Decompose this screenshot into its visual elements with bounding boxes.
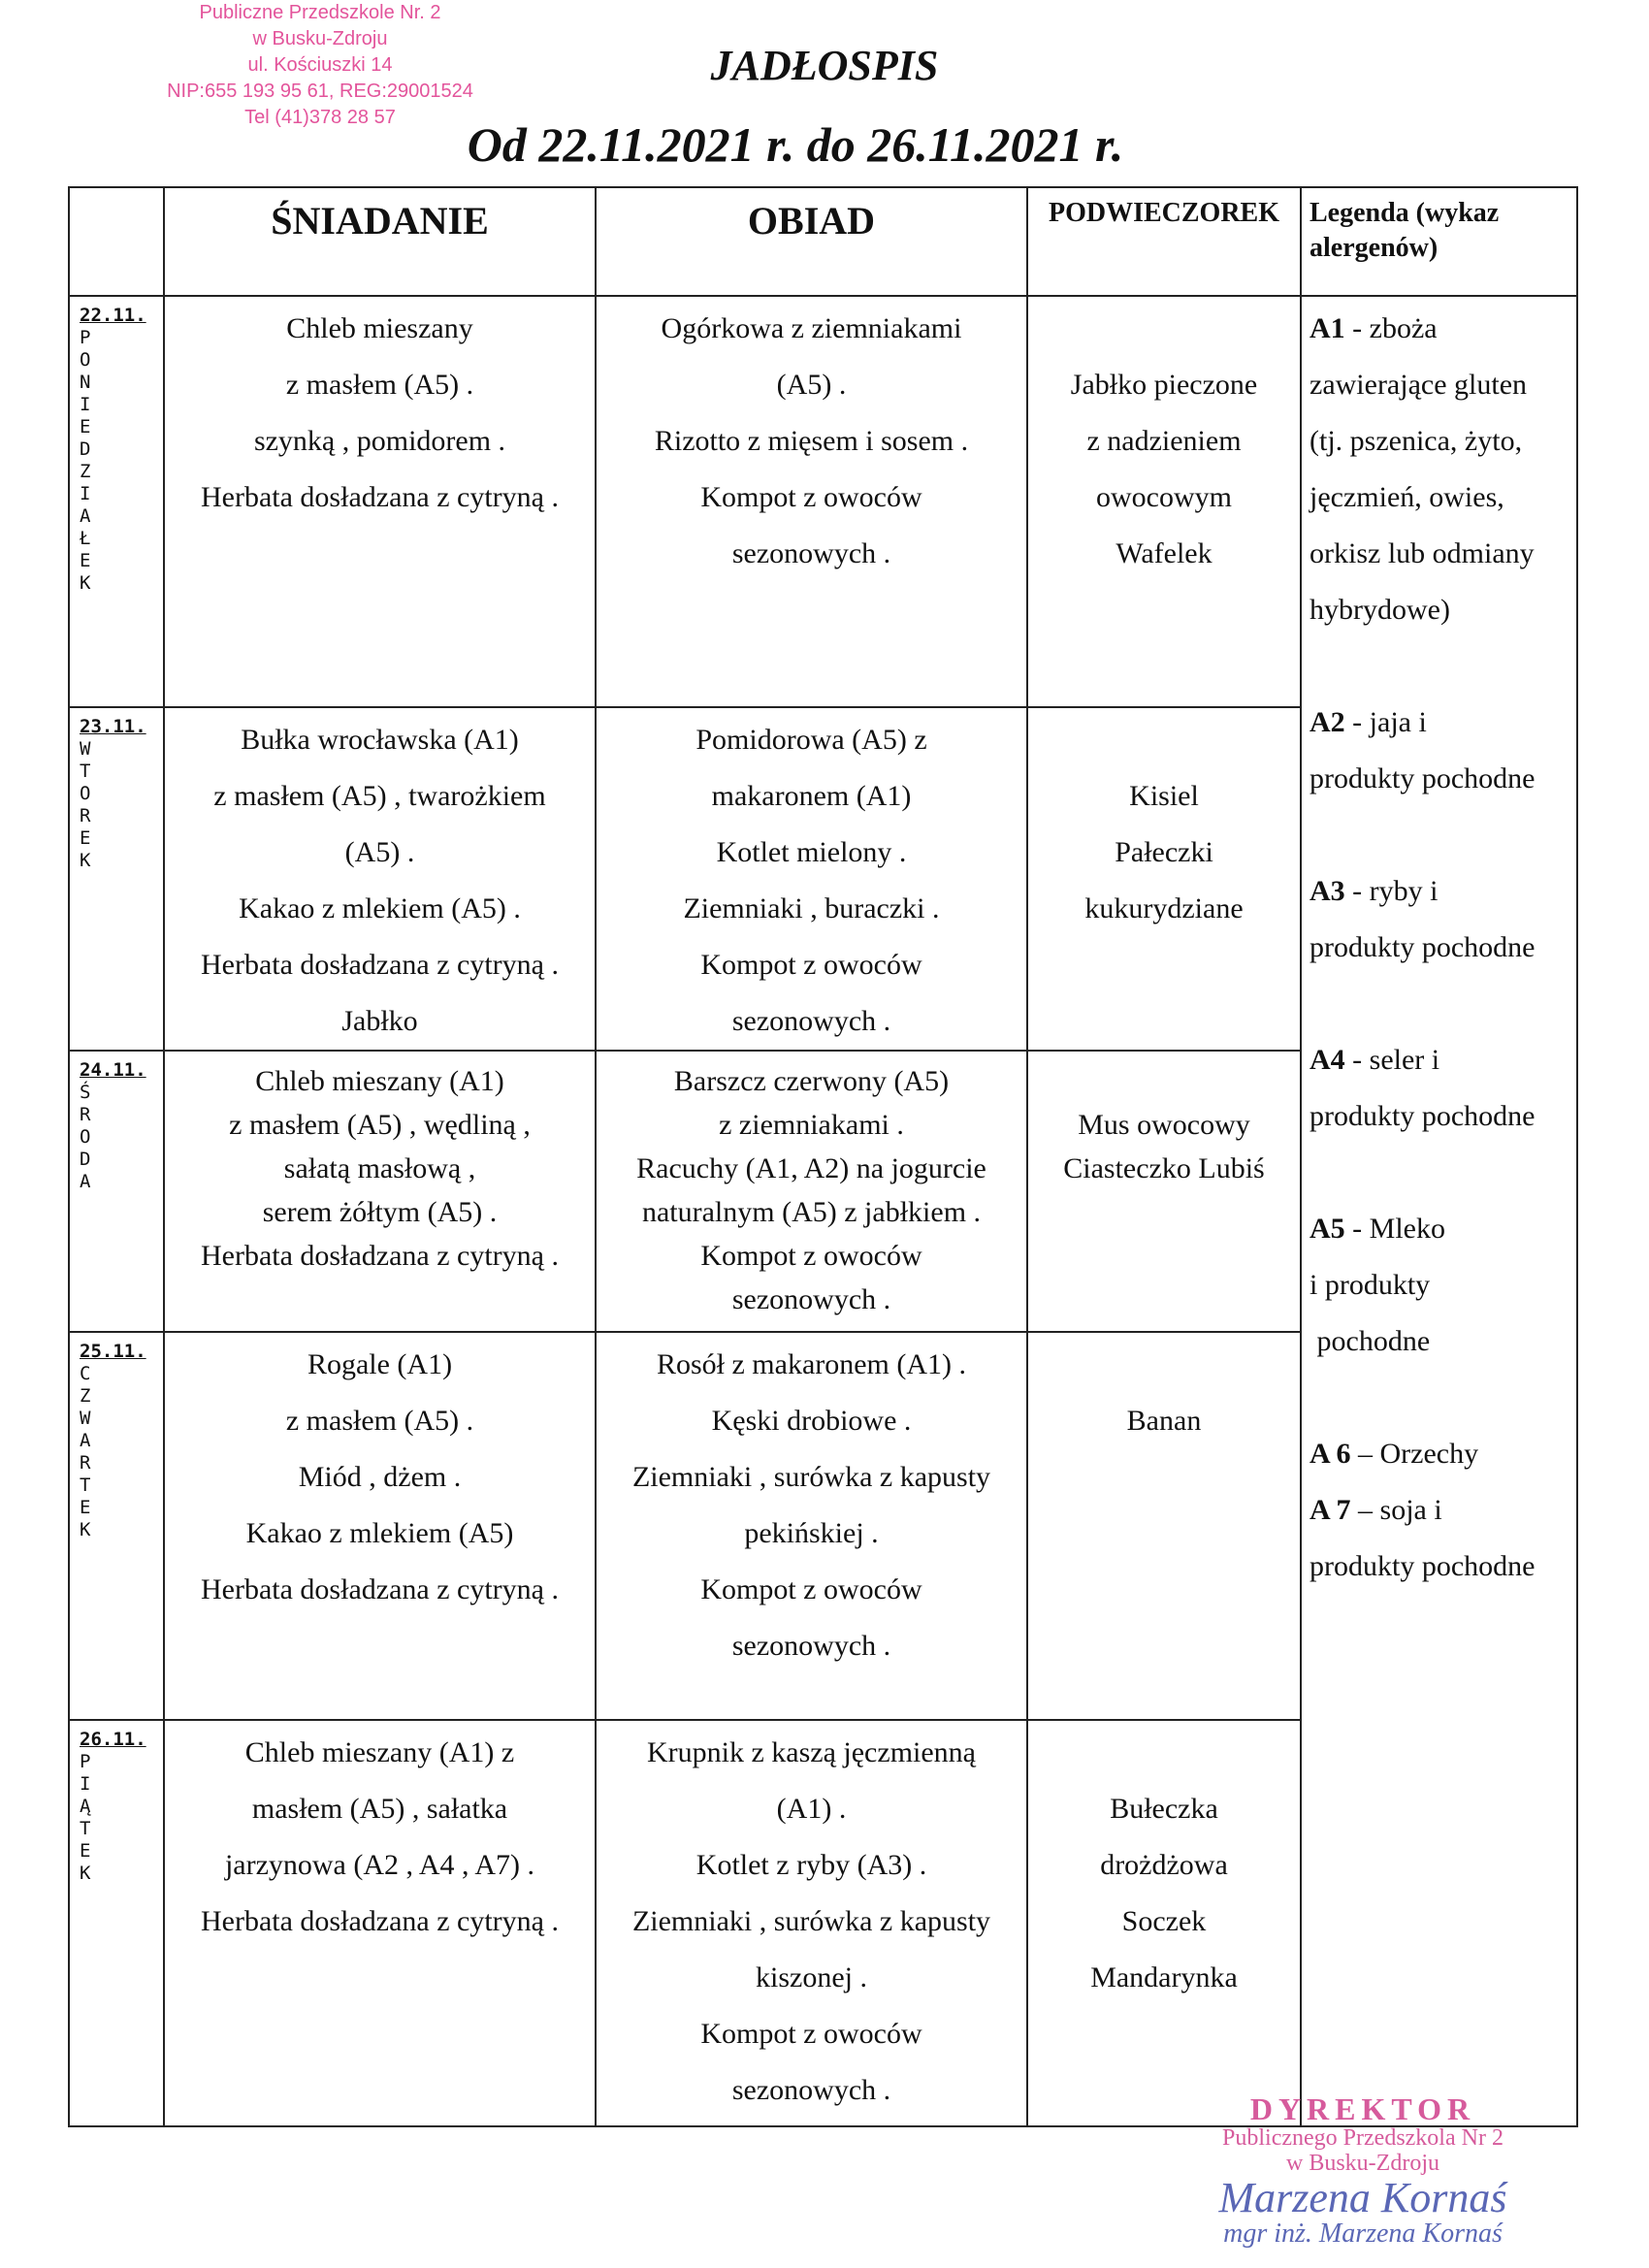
- menu-line: Chleb mieszany (A1): [255, 1065, 504, 1097]
- day-letter: N: [80, 372, 91, 393]
- legend-text: – Orzechy: [1350, 1438, 1479, 1470]
- day-letter: K: [80, 850, 91, 871]
- menu-line: z masłem (A5) .: [285, 1405, 474, 1437]
- menu-line: Krupnik z kaszą jęczmienną: [646, 1736, 976, 1768]
- legend-code: A4: [1310, 1044, 1345, 1076]
- menu-line: sezonowych .: [731, 1005, 891, 1037]
- menu-line: Wafelek: [1116, 537, 1212, 569]
- day-letter: K: [80, 1863, 91, 1884]
- menu-line: Mandarynka: [1090, 1961, 1238, 1993]
- legend-code: A2: [1310, 706, 1345, 738]
- menu-line: Jabłko: [341, 1005, 418, 1037]
- menu-line: Chleb mieszany: [286, 312, 473, 344]
- menu-line: Kompot z owoców: [700, 1573, 922, 1605]
- legend-a5: [1310, 1201, 1568, 1370]
- day-letter: Z: [80, 1385, 91, 1407]
- legend-text: - zboża: [1344, 312, 1438, 344]
- day-letter: R: [80, 1452, 91, 1474]
- snack-cell: [1027, 296, 1301, 707]
- menu-line: [1028, 301, 1300, 357]
- legend-a7: [1310, 1482, 1568, 1595]
- menu-line: Mus owocowy: [1078, 1109, 1250, 1141]
- header-snack: PODWIECZOREK: [1027, 187, 1301, 296]
- menu-line: owocowym: [1096, 481, 1232, 513]
- stamp-line: NIP:655 193 95 61, REG:29001524: [167, 81, 473, 102]
- header-row: [69, 187, 1577, 296]
- menu-line: masłem (A5) , sałatka: [251, 1793, 508, 1825]
- menu-line: serem żółtym (A5) .: [262, 1196, 498, 1228]
- legend-text: (tj. pszenica, żyto,: [1310, 425, 1523, 457]
- menu-line: Ziemniaki , surówka z kapusty: [631, 1905, 991, 1937]
- menu-line: sezonowych .: [731, 2074, 891, 2106]
- menu-line: z nadzieniem: [1086, 425, 1242, 457]
- snack-cell: [1027, 1332, 1301, 1720]
- menu-line: z masłem (A5) , wędliną ,: [229, 1109, 531, 1141]
- legend-a1: [1310, 301, 1568, 638]
- legend-code: A 6: [1310, 1438, 1351, 1470]
- menu-line: szynką , pomidorem .: [253, 425, 506, 457]
- menu-line: Ziemniaki , surówka z kapusty: [631, 1461, 991, 1493]
- legend-code: A1: [1310, 312, 1345, 344]
- breakfast-cell: [164, 707, 596, 1051]
- allergen-legend: [1301, 296, 1577, 2126]
- menu-line: [1028, 1725, 1300, 1781]
- day-letter: I: [80, 483, 91, 504]
- menu-line: Kompot z owoców: [700, 481, 922, 513]
- legend-a2: [1310, 695, 1568, 807]
- menu-line: Banan: [1126, 1405, 1202, 1437]
- day-letter: E: [80, 550, 91, 571]
- menu-line: Kotlet z ryby (A3) .: [695, 1849, 927, 1881]
- menu-line: sezonowych .: [731, 1630, 891, 1662]
- day-date: 24.11.: [80, 1059, 146, 1081]
- menu-line: naturalnym (A5) z jabłkiem .: [641, 1196, 982, 1228]
- menu-line: Kotlet mielony .: [716, 836, 907, 868]
- stamp-line: Publiczne Przedszkole Nr. 2: [199, 2, 441, 23]
- legend-text: – soja i: [1350, 1494, 1442, 1526]
- menu-line: Chleb mieszany (A1) z: [244, 1736, 515, 1768]
- menu-line: Bułeczka: [1110, 1793, 1218, 1825]
- handwritten-signature: Marzena Kornaś: [1218, 2174, 1507, 2221]
- day-label: [69, 1051, 164, 1332]
- menu-line: drożdżowa: [1100, 1849, 1228, 1881]
- menu-line: Jabłko pieczone: [1070, 369, 1258, 401]
- signature-name: mgr inż. Marzena Kornaś: [1223, 2219, 1503, 2249]
- day-letter: D: [80, 438, 91, 460]
- menu-line: [1028, 712, 1300, 768]
- day-letter: W: [80, 738, 91, 760]
- menu-line: pekińskiej .: [744, 1517, 879, 1549]
- day-label: [69, 296, 164, 707]
- menu-line: z masłem (A5) , twarożkiem: [213, 780, 546, 812]
- day-letter: P: [80, 327, 91, 348]
- menu-line: Rizotto z mięsem i sosem .: [654, 425, 969, 457]
- day-letter: Ł: [80, 528, 91, 549]
- lunch-cell: [596, 1051, 1027, 1332]
- menu-line: Pomidorowa (A5) z: [695, 724, 927, 756]
- day-letter: T: [80, 1474, 91, 1496]
- day-letter: R: [80, 1104, 91, 1125]
- day-label: [69, 1332, 164, 1720]
- day-letter: K: [80, 1519, 91, 1540]
- day-letter: Z: [80, 461, 91, 482]
- snack-cell: [1027, 1051, 1301, 1332]
- menu-line: Soczek: [1121, 1905, 1207, 1937]
- breakfast-cell: [164, 1051, 596, 1332]
- menu-line: sezonowych .: [731, 1283, 891, 1315]
- day-letter: Ą: [80, 1796, 91, 1817]
- menu-table: [68, 186, 1578, 2127]
- stamp-line: Tel (41)378 28 57: [244, 107, 396, 128]
- legend-text: produkty pochodne: [1310, 762, 1536, 794]
- day-letter: D: [80, 1149, 91, 1170]
- day-letter: O: [80, 1126, 91, 1148]
- lunch-cell: [596, 1332, 1027, 1720]
- menu-line: Kisiel: [1129, 780, 1199, 812]
- day-letter: T: [80, 1818, 91, 1839]
- header-day: [69, 187, 164, 296]
- legend-text: produkty pochodne: [1310, 931, 1536, 963]
- menu-line: Rogale (A1): [307, 1348, 453, 1380]
- menu-line: Kompot z owoców: [700, 1240, 922, 1272]
- menu-line: Herbata dosładzana z cytryną .: [201, 1905, 559, 1937]
- menu-line: makaronem (A1): [711, 780, 912, 812]
- day-letter: Ś: [80, 1082, 91, 1103]
- menu-line: z masłem (A5) .: [285, 369, 474, 401]
- day-letter: A: [80, 1430, 91, 1451]
- menu-line: Ziemniaki , buraczki .: [683, 892, 940, 924]
- menu-line: [1028, 1059, 1300, 1103]
- menu-line: Herbata dosładzana z cytryną .: [201, 1573, 559, 1605]
- legend-text: - seler i: [1344, 1044, 1440, 1076]
- menu-line: Miód , dżem .: [298, 1461, 462, 1493]
- day-letter: O: [80, 783, 91, 804]
- day-letter: E: [80, 1840, 91, 1862]
- lunch-cell: [596, 296, 1027, 707]
- day-letter: E: [80, 416, 91, 437]
- legend-a3: [1310, 863, 1568, 976]
- menu-line: Kompot z owoców: [700, 949, 922, 981]
- legend-text: hybrydowe): [1310, 594, 1450, 626]
- legend-text: orkisz lub odmiany: [1310, 537, 1535, 569]
- legend-text: - jaja i: [1344, 706, 1427, 738]
- breakfast-cell: [164, 1720, 596, 2126]
- day-letter: A: [80, 505, 91, 527]
- legend-a4: [1310, 1032, 1568, 1145]
- legend-text: jęczmień, owies,: [1310, 481, 1504, 513]
- menu-line: Ciasteczko Lubiś: [1063, 1152, 1265, 1184]
- day-letter: T: [80, 761, 91, 782]
- menu-line: z ziemniakami .: [719, 1109, 904, 1141]
- legend-text: zawierające gluten: [1310, 369, 1528, 401]
- day-letter: P: [80, 1751, 91, 1772]
- signature-line: w Busku-Zdroju: [1286, 2151, 1439, 2176]
- day-letter: C: [80, 1363, 91, 1384]
- menu-line: Kakao z mlekiem (A5): [245, 1517, 514, 1549]
- legend-text: produkty pochodne: [1310, 1550, 1536, 1582]
- day-date: 25.11.: [80, 1341, 146, 1362]
- day-letter: K: [80, 572, 91, 594]
- day-letter: I: [80, 1773, 91, 1795]
- menu-line: Herbata dosładzana z cytryną .: [201, 481, 559, 513]
- day-row: [69, 296, 1577, 707]
- menu-line: (A5) .: [344, 836, 415, 868]
- menu-line: Kompot z owoców: [700, 2018, 922, 2050]
- signature-title: DYREKTOR: [1249, 2091, 1476, 2126]
- menu-line: [1028, 1337, 1300, 1393]
- legend-code: A 7: [1310, 1494, 1351, 1526]
- day-label: [69, 1720, 164, 2126]
- menu-line: Bułka wrocławska (A1): [241, 724, 519, 756]
- menu-line: Ogórkowa z ziemniakami: [661, 312, 962, 344]
- day-date: 26.11.: [80, 1729, 146, 1750]
- stamp-line: ul. Kościuszki 14: [247, 54, 393, 76]
- lunch-cell: [596, 1720, 1027, 2126]
- legend-text: - ryby i: [1344, 875, 1439, 907]
- header-legend: Legenda (wykaz alergenów): [1301, 187, 1577, 296]
- legend-text: pochodne: [1310, 1325, 1431, 1357]
- legend-text: produkty pochodne: [1310, 1100, 1536, 1132]
- day-letter: I: [80, 394, 91, 415]
- menu-line: sałatą masłową ,: [283, 1152, 476, 1184]
- snack-cell: [1027, 707, 1301, 1051]
- menu-line: Herbata dosładzana z cytryną .: [201, 1240, 559, 1272]
- day-label: [69, 707, 164, 1051]
- menu-line: Herbata dosładzana z cytryną .: [201, 949, 559, 981]
- day-letter: E: [80, 827, 91, 849]
- menu-line: Pałeczki: [1115, 836, 1213, 868]
- menu-line: (A1) .: [776, 1793, 847, 1825]
- legend-text: i produkty: [1310, 1269, 1431, 1301]
- menu-line: (A5) .: [776, 369, 847, 401]
- menu-line: Rosół z makaronem (A1) .: [656, 1348, 967, 1380]
- day-letter: O: [80, 349, 91, 371]
- day-letter: R: [80, 805, 91, 826]
- legend-code: A5: [1310, 1213, 1345, 1245]
- page-title: JADŁOSPIS: [710, 42, 939, 89]
- day-letter: E: [80, 1497, 91, 1518]
- menu-line: Racuchy (A1, A2) na jogurcie: [636, 1152, 986, 1184]
- day-letter: A: [80, 1171, 91, 1192]
- day-date: 22.11.: [80, 305, 146, 326]
- day-date: 23.11.: [80, 716, 146, 737]
- header-breakfast: ŚNIADANIE: [164, 187, 596, 296]
- director-signature: [1179, 2092, 1547, 2248]
- menu-line: kukurydziane: [1084, 892, 1244, 924]
- page-subtitle: Od 22.11.2021 r. do 26.11.2021 r.: [467, 117, 1124, 172]
- menu-line: Kakao z mlekiem (A5) .: [239, 892, 521, 924]
- lunch-cell: [596, 707, 1027, 1051]
- menu-line: Kęski drobiowe .: [711, 1405, 912, 1437]
- signature-line: Publicznego Przedszkola Nr 2: [1222, 2125, 1504, 2151]
- snack-cell: [1027, 1720, 1301, 2126]
- menu-line: sezonowych .: [731, 537, 891, 569]
- menu-line: jarzynowa (A2 , A4 , A7) .: [224, 1849, 535, 1881]
- day-letter: W: [80, 1408, 91, 1429]
- menu-line: Barszcz czerwony (A5): [673, 1065, 950, 1097]
- header-lunch: OBIAD: [596, 187, 1027, 296]
- stamp-line: w Busku-Zdroju: [252, 28, 388, 49]
- legend-a6: [1310, 1426, 1568, 1482]
- menu-line: kiszonej .: [756, 1961, 867, 1993]
- legend-text: - Mleko: [1344, 1213, 1445, 1245]
- breakfast-cell: [164, 1332, 596, 1720]
- breakfast-cell: [164, 296, 596, 707]
- legend-code: A3: [1310, 875, 1345, 907]
